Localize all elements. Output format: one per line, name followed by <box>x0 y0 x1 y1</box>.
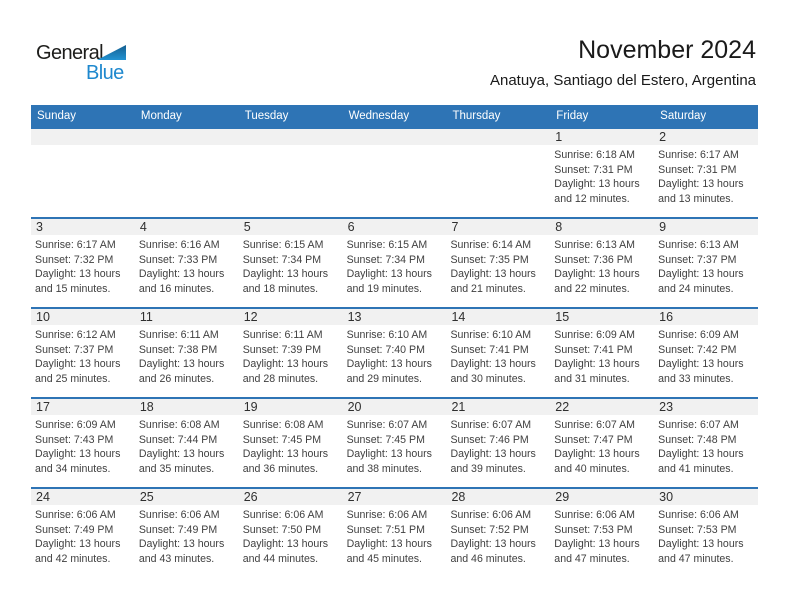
sunset-line: Sunset: 7:31 PM <box>554 163 633 176</box>
sunset-line: Sunset: 7:41 PM <box>450 343 529 356</box>
daylight-line: Daylight: 13 hours and 12 minutes. <box>554 178 640 205</box>
sunrise-line: Sunrise: 6:17 AM <box>35 239 116 251</box>
day-sun-info <box>31 325 135 386</box>
sunrise-line: Sunrise: 6:14 AM <box>450 239 532 251</box>
logo-text-blue: Blue <box>86 62 124 84</box>
sunrise-line: Sunrise: 6:12 AM <box>35 329 116 341</box>
day-cell <box>654 309 758 397</box>
day-cell <box>343 309 447 397</box>
weekday-header-friday: Friday <box>556 110 589 122</box>
sunrise-line: Sunrise: 6:06 AM <box>35 509 116 521</box>
day-number: 11 <box>135 309 239 325</box>
day-cell <box>239 399 343 487</box>
day-number: 8 <box>550 219 654 235</box>
day-number: 1 <box>550 129 654 145</box>
daylight-line: Daylight: 13 hours and 34 minutes. <box>35 448 121 475</box>
sunset-line: Sunset: 7:37 PM <box>658 253 737 266</box>
day-sun-info <box>446 415 550 476</box>
day-sun-info <box>446 325 550 386</box>
sunset-line: Sunset: 7:42 PM <box>658 343 737 356</box>
sunrise-line: Sunrise: 6:08 AM <box>138 419 220 431</box>
sunrise-line: Sunrise: 6:16 AM <box>138 239 220 251</box>
day-cell <box>654 219 758 307</box>
sunset-line: Sunset: 7:46 PM <box>450 433 529 446</box>
day-sun-info <box>239 505 343 566</box>
day-cell <box>239 219 343 307</box>
daylight-line: Daylight: 13 hours and 28 minutes. <box>242 358 329 385</box>
daylight-line: Daylight: 13 hours and 47 minutes. <box>554 538 640 565</box>
title-block <box>490 36 756 89</box>
sunset-line: Sunset: 7:49 PM <box>35 523 114 536</box>
day-number <box>135 129 239 145</box>
day-cell <box>550 489 654 577</box>
day-number <box>239 129 343 145</box>
weekday-header-monday: Monday <box>140 110 182 122</box>
sunset-line: Sunset: 7:53 PM <box>554 523 633 536</box>
sunset-line: Sunset: 7:35 PM <box>450 253 529 266</box>
daylight-line: Daylight: 13 hours and 41 minutes. <box>658 448 744 475</box>
sunset-line: Sunset: 7:49 PM <box>138 523 218 536</box>
daylight-line: Daylight: 13 hours and 25 minutes. <box>35 358 121 385</box>
sunset-line: Sunset: 7:43 PM <box>35 433 114 446</box>
day-sun-info <box>31 235 135 296</box>
day-sun-info <box>135 505 239 566</box>
daylight-line: Daylight: 13 hours and 24 minutes. <box>658 268 744 295</box>
day-cell <box>135 219 239 307</box>
sunrise-line: Sunrise: 6:06 AM <box>658 509 739 521</box>
day-number: 30 <box>654 489 758 505</box>
day-cell <box>135 399 239 487</box>
day-number: 13 <box>343 309 447 325</box>
day-number <box>31 129 135 145</box>
day-number: 21 <box>446 399 550 415</box>
day-number: 28 <box>446 489 550 505</box>
day-sun-info <box>31 505 135 566</box>
sunset-line: Sunset: 7:45 PM <box>242 433 322 446</box>
daylight-line: Daylight: 13 hours and 39 minutes. <box>450 448 536 475</box>
day-sun-info <box>135 415 239 476</box>
sunset-line: Sunset: 7:44 PM <box>138 433 218 446</box>
sunrise-line: Sunrise: 6:18 AM <box>554 149 635 161</box>
daylight-line: Daylight: 13 hours and 18 minutes. <box>242 268 329 295</box>
sunset-line: Sunset: 7:41 PM <box>554 343 633 356</box>
daylight-line: Daylight: 13 hours and 46 minutes. <box>450 538 536 565</box>
sunset-line: Sunset: 7:45 PM <box>346 433 425 446</box>
empty-day-cell <box>135 129 239 217</box>
weekday-header-sunday: Sunday <box>37 110 77 122</box>
day-sun-info <box>550 415 654 476</box>
day-sun-info <box>31 415 135 476</box>
sunrise-line: Sunrise: 6:06 AM <box>554 509 635 521</box>
page-subtitle: Anatuya, Santiago del Estero, Argentina <box>489 72 756 89</box>
day-number: 22 <box>550 399 654 415</box>
day-cell <box>550 399 654 487</box>
sunrise-line: Sunrise: 6:07 AM <box>554 419 635 431</box>
day-sun-info <box>654 325 758 386</box>
daylight-line: Daylight: 13 hours and 31 minutes. <box>554 358 640 385</box>
week-row <box>31 127 758 217</box>
daylight-line: Daylight: 13 hours and 38 minutes. <box>346 448 432 475</box>
day-number: 3 <box>31 219 135 235</box>
sunset-line: Sunset: 7:51 PM <box>346 523 425 536</box>
day-cell <box>654 129 758 217</box>
sunrise-line: Sunrise: 6:11 AM <box>242 329 323 341</box>
sunset-line: Sunset: 7:32 PM <box>35 253 114 266</box>
daylight-line: Daylight: 13 hours and 33 minutes. <box>658 358 744 385</box>
sunrise-line: Sunrise: 6:09 AM <box>35 419 116 431</box>
calendar-table <box>31 105 758 577</box>
day-cell <box>135 489 239 577</box>
day-cell <box>550 309 654 397</box>
daylight-line: Daylight: 13 hours and 36 minutes. <box>242 448 329 475</box>
sunrise-line: Sunrise: 6:17 AM <box>658 149 739 161</box>
sunrise-line: Sunrise: 6:06 AM <box>346 509 428 521</box>
day-sun-info <box>135 235 239 296</box>
sunrise-line: Sunrise: 6:13 AM <box>658 239 739 251</box>
sunset-line: Sunset: 7:34 PM <box>242 253 322 266</box>
day-number: 5 <box>239 219 343 235</box>
sunrise-line: Sunrise: 6:06 AM <box>138 509 220 521</box>
day-cell <box>31 219 135 307</box>
empty-day-cell <box>239 129 343 217</box>
weekday-header-tuesday: Tuesday <box>244 110 289 122</box>
day-number: 20 <box>343 399 447 415</box>
empty-day-cell <box>446 129 550 217</box>
sunrise-line: Sunrise: 6:15 AM <box>346 239 428 251</box>
sunset-line: Sunset: 7:33 PM <box>138 253 218 266</box>
weekday-header-thursday: Thursday <box>452 110 501 122</box>
day-cell <box>550 129 654 217</box>
day-number: 10 <box>31 309 135 325</box>
sunrise-line: Sunrise: 6:11 AM <box>138 329 219 341</box>
daylight-line: Daylight: 13 hours and 16 minutes. <box>138 268 225 295</box>
day-cell <box>239 489 343 577</box>
day-cell <box>654 399 758 487</box>
calendar-grid <box>31 127 758 577</box>
day-sun-info <box>239 325 343 386</box>
sunrise-line: Sunrise: 6:06 AM <box>242 509 324 521</box>
day-cell <box>31 489 135 577</box>
weekday-header-wednesday: Wednesday <box>348 110 410 122</box>
sunrise-line: Sunrise: 6:07 AM <box>450 419 532 431</box>
empty-day-cell <box>343 129 447 217</box>
logo-text-general: General <box>36 42 103 64</box>
sunrise-line: Sunrise: 6:09 AM <box>554 329 635 341</box>
day-sun-info <box>654 505 758 566</box>
day-sun-info <box>135 325 239 386</box>
day-cell <box>343 489 447 577</box>
day-sun-info <box>446 505 550 566</box>
day-number: 7 <box>446 219 550 235</box>
sunrise-line: Sunrise: 6:10 AM <box>346 329 428 341</box>
daylight-line: Daylight: 13 hours and 26 minutes. <box>138 358 225 385</box>
day-number: 14 <box>446 309 550 325</box>
day-sun-info <box>239 415 343 476</box>
sunset-line: Sunset: 7:38 PM <box>138 343 218 356</box>
daylight-line: Daylight: 13 hours and 13 minutes. <box>658 178 744 205</box>
sunrise-line: Sunrise: 6:08 AM <box>242 419 324 431</box>
day-number: 26 <box>239 489 343 505</box>
sunset-line: Sunset: 7:36 PM <box>554 253 633 266</box>
day-cell <box>550 219 654 307</box>
sunset-line: Sunset: 7:47 PM <box>554 433 633 446</box>
week-row <box>31 487 758 577</box>
daylight-line: Daylight: 13 hours and 15 minutes. <box>35 268 121 295</box>
day-cell <box>31 399 135 487</box>
empty-day-cell <box>31 129 135 217</box>
sunrise-line: Sunrise: 6:10 AM <box>450 329 532 341</box>
day-cell <box>343 399 447 487</box>
daylight-line: Daylight: 13 hours and 43 minutes. <box>138 538 225 565</box>
sunset-line: Sunset: 7:48 PM <box>658 433 737 446</box>
sunset-line: Sunset: 7:50 PM <box>242 523 322 536</box>
daylight-line: Daylight: 13 hours and 42 minutes. <box>35 538 121 565</box>
day-number: 12 <box>239 309 343 325</box>
daylight-line: Daylight: 13 hours and 40 minutes. <box>554 448 640 475</box>
sunrise-line: Sunrise: 6:13 AM <box>554 239 635 251</box>
day-cell <box>31 309 135 397</box>
day-cell <box>446 489 550 577</box>
day-number: 9 <box>654 219 758 235</box>
sunset-line: Sunset: 7:34 PM <box>346 253 425 266</box>
daylight-line: Daylight: 13 hours and 35 minutes. <box>138 448 225 475</box>
day-cell <box>446 309 550 397</box>
sunset-line: Sunset: 7:40 PM <box>346 343 425 356</box>
day-cell <box>446 399 550 487</box>
sunrise-line: Sunrise: 6:06 AM <box>450 509 532 521</box>
week-row <box>31 307 758 397</box>
daylight-line: Daylight: 13 hours and 21 minutes. <box>450 268 536 295</box>
day-sun-info <box>654 415 758 476</box>
day-cell <box>343 219 447 307</box>
day-sun-info <box>550 145 654 206</box>
day-number: 15 <box>550 309 654 325</box>
day-number: 23 <box>654 399 758 415</box>
day-sun-info <box>343 505 447 566</box>
day-sun-info <box>550 325 654 386</box>
sunrise-line: Sunrise: 6:07 AM <box>346 419 428 431</box>
day-sun-info <box>550 235 654 296</box>
weekday-header-saturday: Saturday <box>660 110 707 122</box>
day-sun-info <box>654 235 758 296</box>
day-sun-info <box>343 415 447 476</box>
day-number: 24 <box>31 489 135 505</box>
day-cell <box>654 489 758 577</box>
sunset-line: Sunset: 7:52 PM <box>450 523 529 536</box>
day-number: 25 <box>135 489 239 505</box>
day-number: 6 <box>343 219 447 235</box>
day-number <box>446 129 550 145</box>
week-row <box>31 397 758 487</box>
sunset-line: Sunset: 7:31 PM <box>658 163 737 176</box>
day-number: 27 <box>343 489 447 505</box>
daylight-line: Daylight: 13 hours and 47 minutes. <box>658 538 744 565</box>
day-sun-info <box>343 325 447 386</box>
day-cell <box>135 309 239 397</box>
day-number: 4 <box>135 219 239 235</box>
day-number: 16 <box>654 309 758 325</box>
daylight-line: Daylight: 13 hours and 22 minutes. <box>554 268 640 295</box>
sunrise-line: Sunrise: 6:07 AM <box>658 419 739 431</box>
daylight-line: Daylight: 13 hours and 44 minutes. <box>242 538 329 565</box>
day-number: 18 <box>135 399 239 415</box>
sunset-line: Sunset: 7:37 PM <box>35 343 114 356</box>
day-number: 29 <box>550 489 654 505</box>
day-number <box>343 129 447 145</box>
daylight-line: Daylight: 13 hours and 19 minutes. <box>346 268 432 295</box>
day-number: 2 <box>654 129 758 145</box>
week-row <box>31 217 758 307</box>
day-sun-info <box>343 235 447 296</box>
day-cell <box>446 219 550 307</box>
daylight-line: Daylight: 13 hours and 45 minutes. <box>346 538 432 565</box>
general-blue-logo <box>36 42 166 84</box>
day-sun-info <box>446 235 550 296</box>
sunrise-line: Sunrise: 6:09 AM <box>658 329 739 341</box>
daylight-line: Daylight: 13 hours and 30 minutes. <box>450 358 536 385</box>
day-cell <box>239 309 343 397</box>
page-title: November 2024 <box>578 36 756 64</box>
day-number: 19 <box>239 399 343 415</box>
day-sun-info <box>239 235 343 296</box>
day-sun-info <box>654 145 758 206</box>
sunset-line: Sunset: 7:53 PM <box>658 523 737 536</box>
sunrise-line: Sunrise: 6:15 AM <box>242 239 324 251</box>
weekday-header-row <box>31 105 758 127</box>
sunset-line: Sunset: 7:39 PM <box>242 343 322 356</box>
day-number: 17 <box>31 399 135 415</box>
day-sun-info <box>550 505 654 566</box>
daylight-line: Daylight: 13 hours and 29 minutes. <box>346 358 432 385</box>
